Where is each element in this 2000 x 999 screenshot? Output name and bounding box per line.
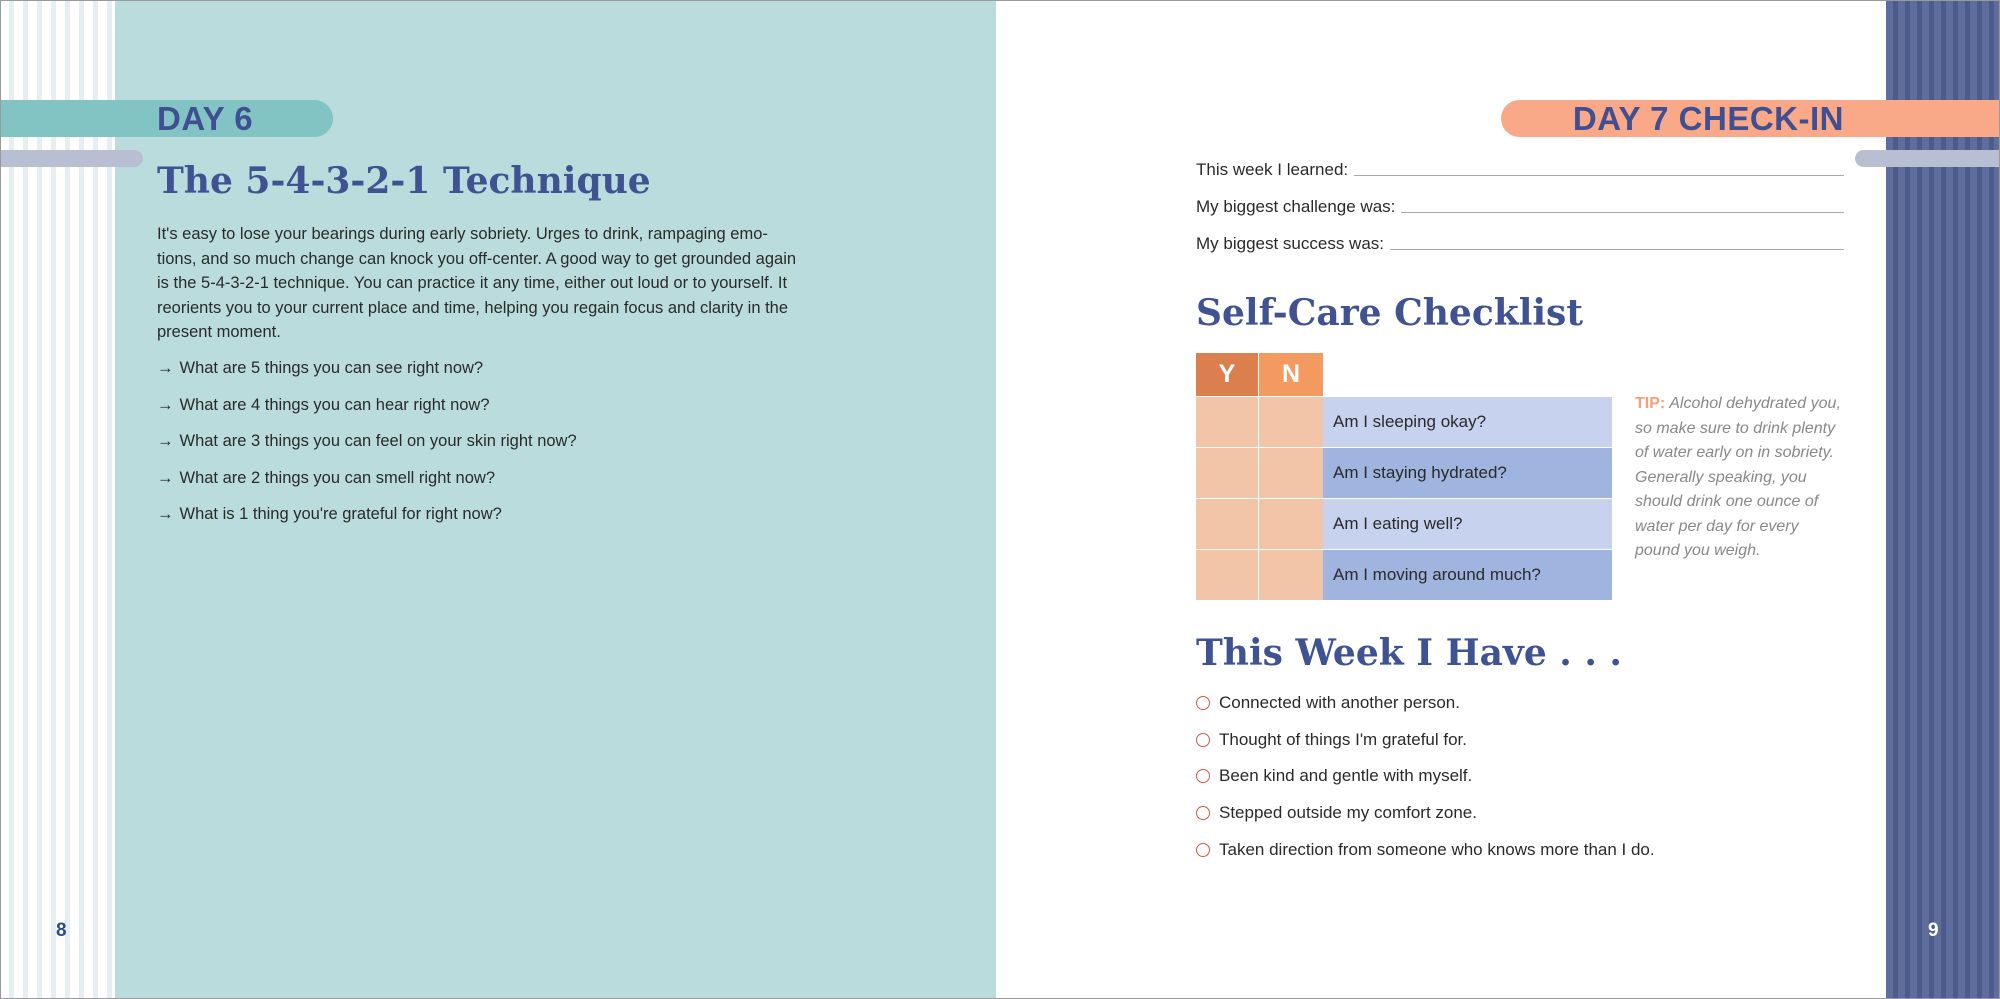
fill-in-line[interactable] bbox=[1354, 175, 1844, 176]
question-text: What are 2 things you can smell right now? bbox=[179, 468, 495, 487]
right-grey-tab bbox=[1855, 150, 2000, 167]
yes-checkbox[interactable] bbox=[1196, 499, 1258, 549]
question-text: What are 4 things you can hear right now? bbox=[179, 395, 490, 414]
intro-paragraph: It's easy to lose your bearings during early sobriety. Urges to drink, rampaging emo-tions, and so much change can knock you off-center. A good way to get grounded again is the 5-4-3-2-1 technique. You can practice it any time, either out loud or to yourself. It reorients you to your current place and time, helping you regain focus and clarity in the present moment. bbox=[157, 225, 797, 341]
tip-label: TIP: bbox=[1635, 395, 1666, 412]
checklist-question: Am I sleeping okay? bbox=[1323, 397, 1612, 447]
no-column-header: N bbox=[1259, 353, 1323, 396]
tip-text: Alcohol dehydrated you, so make sure to drink plenty of water early on in sobriety. Generally speaking, you should drink one ounce of water per day for every pound you weigh. bbox=[1635, 395, 1841, 559]
self-care-title: Self-Care Checklist bbox=[1196, 292, 1583, 334]
week-item-text: Taken direction from someone who knows more than I do. bbox=[1219, 839, 1655, 859]
this-week-list bbox=[1196, 685, 1655, 868]
question-item bbox=[157, 356, 577, 393]
yes-checkbox[interactable] bbox=[1196, 550, 1258, 600]
week-item[interactable] bbox=[1196, 722, 1655, 759]
week-item-text: Been kind and gentle with myself. bbox=[1219, 766, 1473, 786]
question-list bbox=[157, 356, 577, 539]
yes-checkbox[interactable] bbox=[1196, 448, 1258, 498]
checklist-row bbox=[1196, 397, 1612, 447]
checklist-row bbox=[1196, 447, 1612, 498]
day-6-tab bbox=[0, 100, 333, 137]
question-text: What are 5 things you can see right now? bbox=[179, 359, 484, 377]
question-item bbox=[157, 502, 577, 539]
checklist-question: Am I moving around much? bbox=[1323, 550, 1612, 600]
question-item bbox=[157, 429, 577, 466]
prompt-success bbox=[1196, 234, 1844, 254]
circle-checkbox-icon[interactable] bbox=[1196, 696, 1210, 710]
week-item-text: Thought of things I'm grateful for. bbox=[1219, 729, 1467, 749]
no-checkbox[interactable] bbox=[1259, 499, 1323, 549]
prompt-label: My biggest challenge was: bbox=[1196, 197, 1396, 216]
week-item[interactable] bbox=[1196, 795, 1655, 832]
fill-in-line[interactable] bbox=[1401, 212, 1844, 213]
circle-checkbox-icon[interactable] bbox=[1196, 843, 1210, 857]
checklist-question: Am I staying hydrated? bbox=[1323, 448, 1612, 498]
no-checkbox[interactable] bbox=[1259, 448, 1323, 498]
arrow-icon: → bbox=[157, 505, 174, 524]
yes-checkbox[interactable] bbox=[1196, 397, 1258, 447]
week-item[interactable] bbox=[1196, 831, 1655, 868]
arrow-icon: → bbox=[157, 359, 174, 377]
checklist-row bbox=[1196, 549, 1612, 600]
prompt-challenge bbox=[1196, 197, 1844, 217]
checklist-row bbox=[1196, 498, 1612, 549]
question-text: What is 1 thing you're grateful for right now? bbox=[179, 505, 502, 524]
checkin-label: DAY 7 CHECK-IN bbox=[1572, 100, 1844, 137]
week-item[interactable] bbox=[1196, 685, 1655, 722]
arrow-icon: → bbox=[157, 432, 174, 451]
no-checkbox[interactable] bbox=[1259, 550, 1323, 600]
prompt-learned bbox=[1196, 160, 1844, 180]
no-checkbox[interactable] bbox=[1259, 397, 1323, 447]
prompt-label: My biggest success was: bbox=[1196, 234, 1385, 253]
circle-checkbox-icon[interactable] bbox=[1196, 769, 1210, 783]
arrow-icon: → bbox=[157, 468, 174, 487]
circle-checkbox-icon[interactable] bbox=[1196, 733, 1210, 747]
yes-column-header: Y bbox=[1196, 353, 1258, 396]
question-item bbox=[157, 393, 577, 430]
day-label: DAY 6 bbox=[157, 100, 254, 137]
left-grey-tab bbox=[0, 150, 143, 167]
day-7-checkin-tab bbox=[1501, 100, 2000, 137]
week-item-text: Stepped outside my comfort zone. bbox=[1219, 803, 1477, 823]
week-item-text: Connected with another person. bbox=[1219, 693, 1460, 713]
this-week-title: This Week I Have . . . bbox=[1196, 632, 1622, 674]
prompt-label: This week I learned: bbox=[1196, 160, 1349, 179]
checklist-question: Am I eating well? bbox=[1323, 499, 1612, 549]
circle-checkbox-icon[interactable] bbox=[1196, 806, 1210, 820]
page-number-right: 9 bbox=[1928, 920, 1939, 941]
self-care-checklist bbox=[1196, 397, 1612, 600]
arrow-icon: → bbox=[157, 395, 174, 414]
question-text: What are 3 things you can feel on your skin right now? bbox=[179, 432, 577, 451]
technique-title: The 5-4-3-2-1 Technique bbox=[157, 160, 651, 202]
question-item bbox=[157, 466, 577, 503]
week-item[interactable] bbox=[1196, 758, 1655, 795]
hydration-tip bbox=[1635, 392, 1845, 564]
page-number-left: 8 bbox=[56, 920, 67, 941]
fill-in-line[interactable] bbox=[1390, 249, 1844, 250]
